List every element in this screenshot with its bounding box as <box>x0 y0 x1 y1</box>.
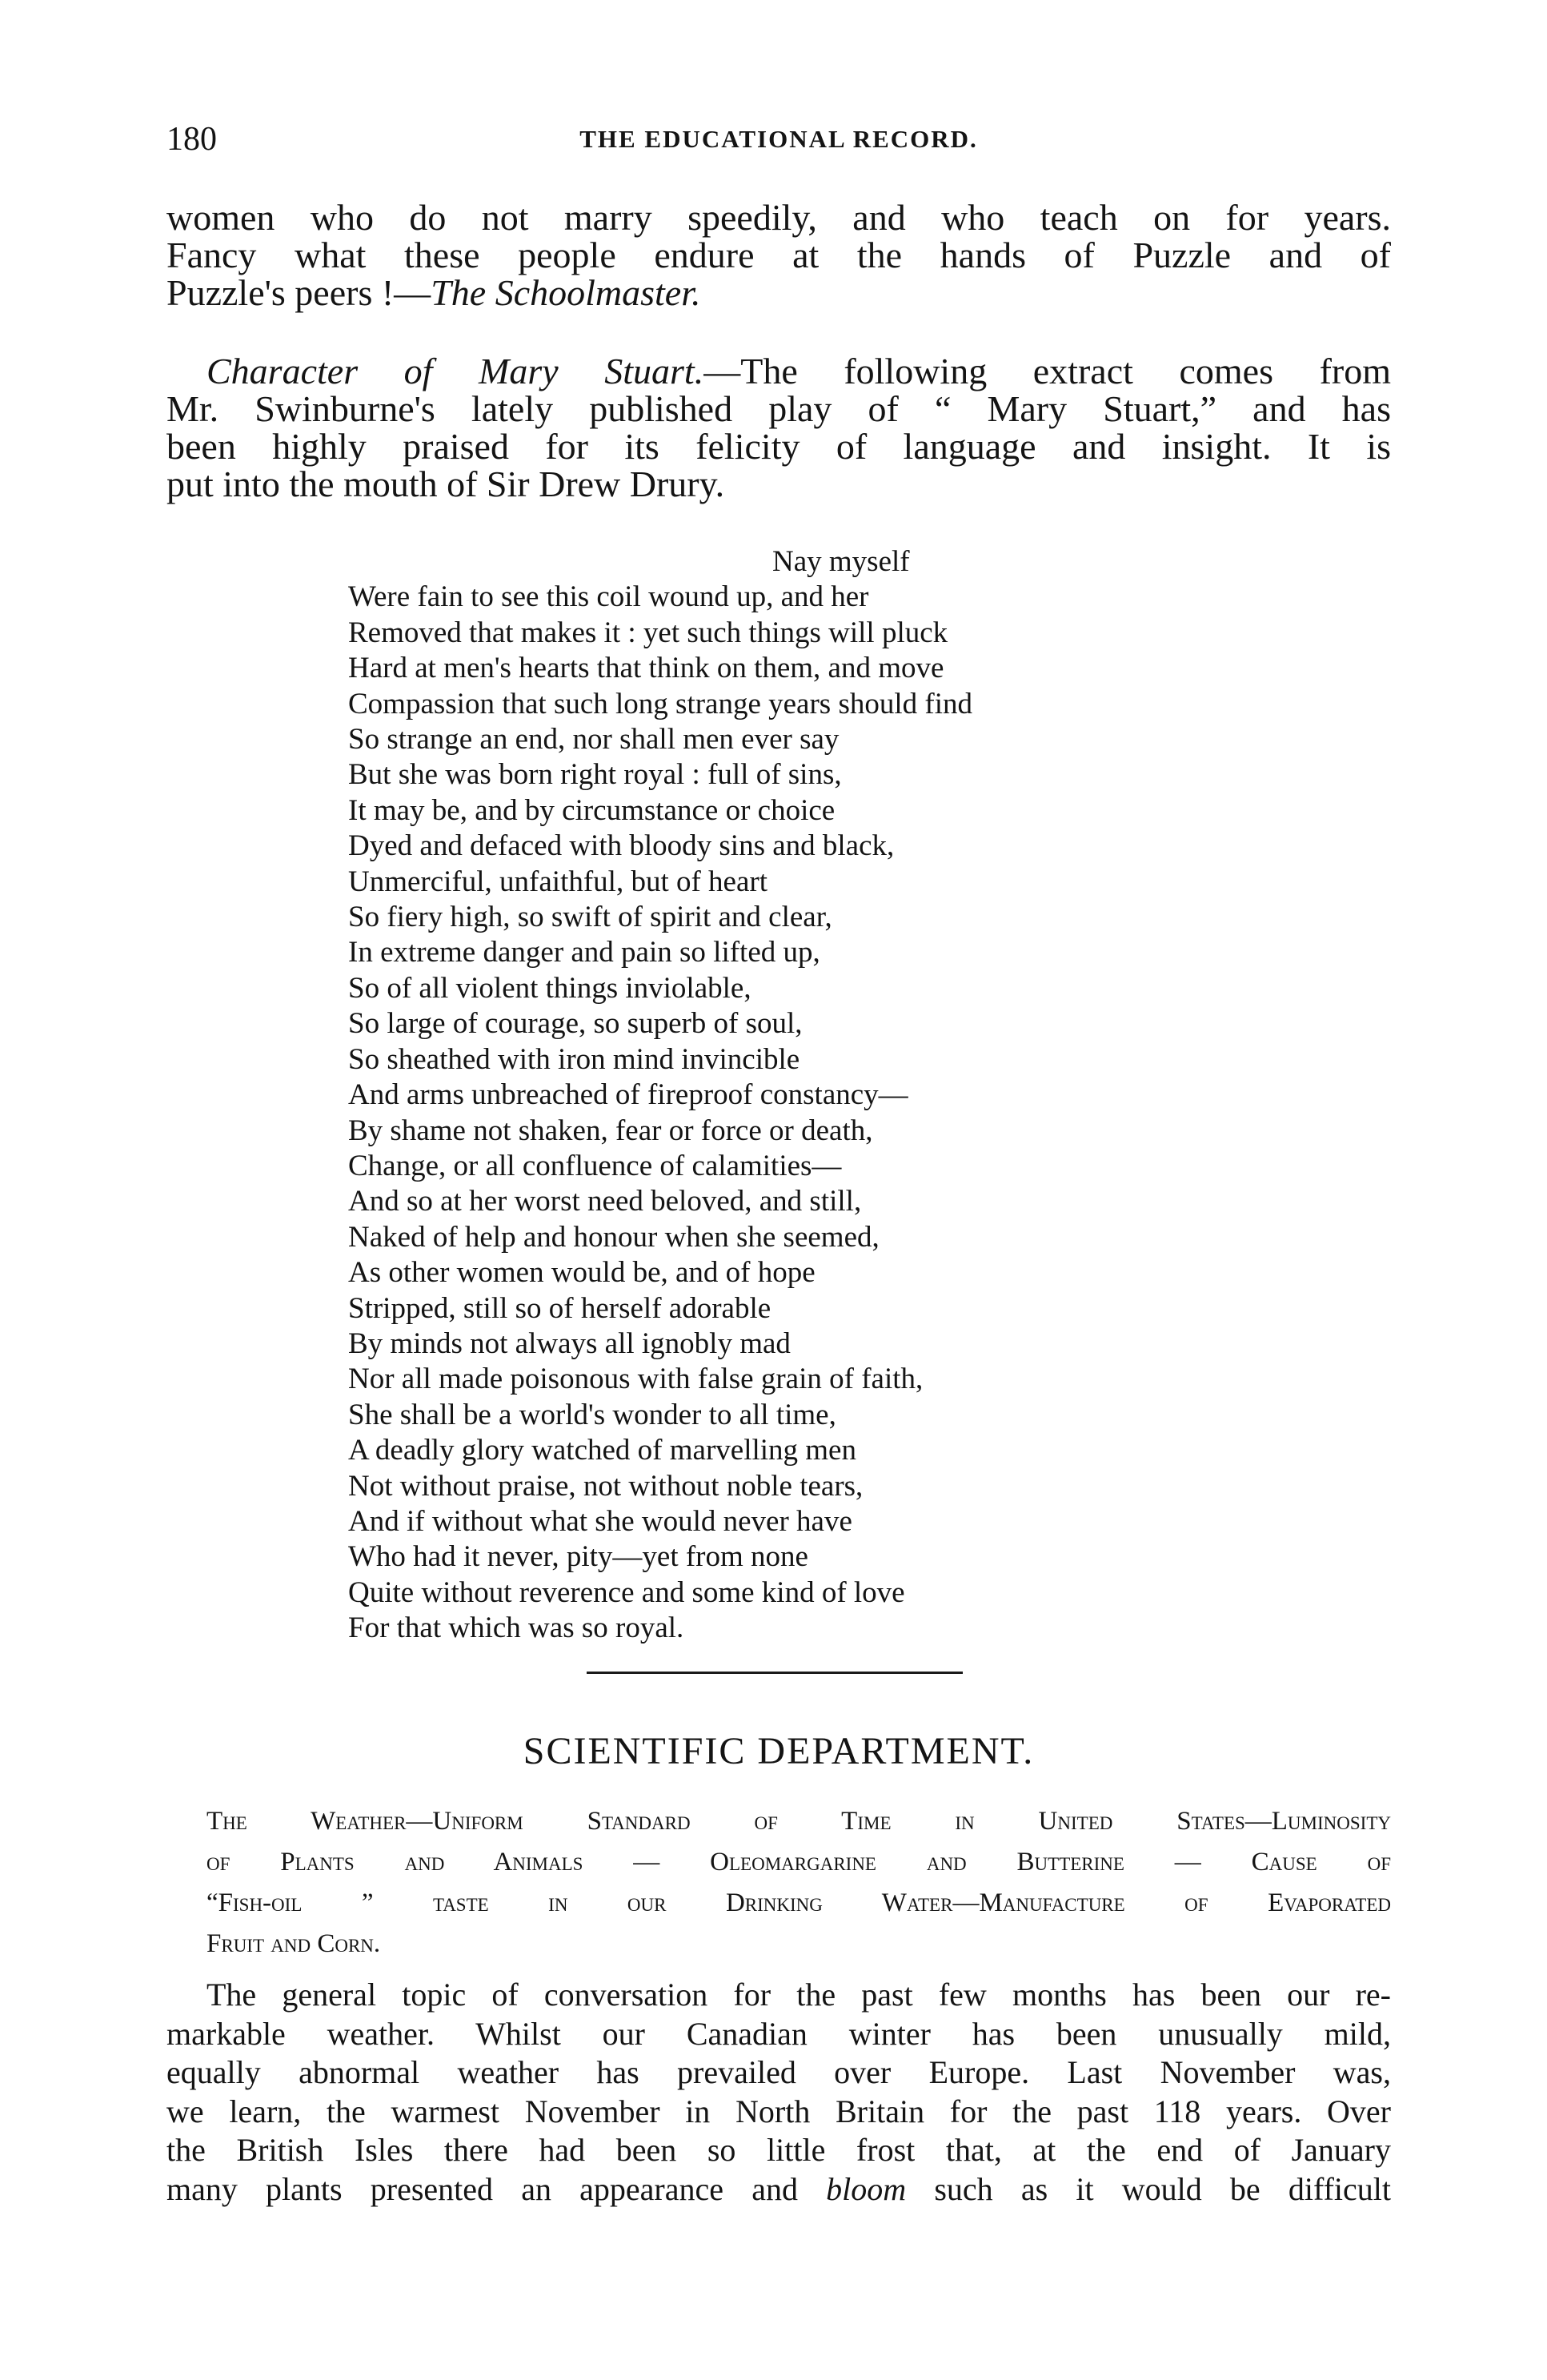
poem-line: Stripped, still so of herself adorable <box>348 1291 771 1325</box>
intro-last-line <box>166 274 1391 311</box>
article-paragraph <box>166 1976 1391 2209</box>
poem-line: Were fain to see this coil wound up, and her <box>348 580 869 614</box>
article-line: we learn, the warmest November in North Britain for the past 118 years. Over <box>166 2093 1391 2129</box>
intro-line-prefix: Puzzle's peers !— <box>166 272 431 313</box>
poem-line: Removed that makes it : yet such things will pluck <box>348 616 948 649</box>
mary-first-line-rest: —The following extract comes from <box>703 351 1391 391</box>
article-line: the British Isles there had been so little frost that, at the end of January <box>166 2132 1391 2168</box>
poem-line: So strange an end, nor shall men ever say <box>348 723 840 757</box>
poem-line: Not without praise, not without noble tears, <box>348 1469 864 1503</box>
running-title: THE EDUCATIONAL RECORD. <box>579 125 978 153</box>
source-citation: The Schoolmaster. <box>431 272 701 313</box>
article-line: markable weather. Whilst our Canadian winter has been unusually mild, <box>166 2015 1391 2052</box>
intro-line: Fancy what these people endure at the hands of Puzzle and of <box>166 235 1391 275</box>
poem-line: By shame not shaken, fear or force or death, <box>348 1114 873 1147</box>
article-italic-word: bloom <box>826 2170 907 2207</box>
poem-line: Compassion that such long strange years should find <box>348 687 972 720</box>
running-header <box>166 120 1391 168</box>
article-line-suffix: such as it would be difficult <box>906 2170 1391 2207</box>
summary-line: “Fish-oil ” taste in our Drinking Water—Manufacture of Evaporated <box>206 1888 1391 1917</box>
poem-line: Unmerciful, unfaithful, but of heart <box>348 865 767 898</box>
mary-line: Mr. Swinburne's lately published play of “ Mary Stuart,” and has <box>166 388 1391 429</box>
poem-line: Change, or all confluence of calamities— <box>348 1149 842 1182</box>
poem-lines <box>348 580 1268 1646</box>
poem-line: And so at her worst need beloved, and still, <box>348 1185 862 1218</box>
intro-paragraph <box>166 199 1391 311</box>
poem-line: Naked of help and honour when she seemed, <box>348 1220 880 1254</box>
poem-line: So large of courage, so superb of soul, <box>348 1007 803 1041</box>
article-line: equally abnormal weather has prevailed over Europe. Last November was, <box>166 2054 1391 2090</box>
mary-first-line <box>166 352 1391 390</box>
mary-line: put into the mouth of Sir Drew Drury. <box>166 464 725 504</box>
poem-line: It may be, and by circumstance or choice <box>348 793 836 827</box>
poem-line: A deadly glory watched of marvelling men <box>348 1434 856 1467</box>
article-line: The general topic of conversation for the past few months has been our re- <box>206 1977 1391 2013</box>
poem <box>348 544 1268 1647</box>
poem-line: So sheathed with iron mind invincible <box>348 1042 800 1076</box>
department-heading: SCIENTIFIC DEPARTMENT. <box>523 1730 1035 1772</box>
poem-line: So of all violent things inviolable, <box>348 971 751 1005</box>
summary-line: of Plants and Animals — Oleomargarine and Butterine — Cause of <box>206 1848 1391 1876</box>
poem-line: But she was born right royal : full of sins, <box>348 758 842 792</box>
poem-line: In extreme danger and pain so lifted up, <box>348 936 820 969</box>
poem-line: Nor all made poisonous with false grain of faith, <box>348 1363 924 1396</box>
poem-line: By minds not always all ignobly mad <box>348 1326 791 1360</box>
intro-line: women who do not marry speedily, and who teach on for years. <box>166 197 1391 238</box>
poem-line: Quite without reverence and some kind of love <box>348 1575 905 1609</box>
topic-summary <box>166 1801 1391 1965</box>
mary-line: been highly praised for its felicity of language and insight. It is <box>166 426 1391 467</box>
poem-line: And arms unbreached of fireproof constancy— <box>348 1078 908 1112</box>
poem-line: Hard at men's hearts that think on them, and move <box>348 652 944 685</box>
page-number: 180 <box>166 121 217 158</box>
poem-line: She shall be a world's wonder to all time, <box>348 1398 836 1431</box>
poem-line: For that which was so royal. <box>348 1611 684 1645</box>
poem-line: As other women would be, and of hope <box>348 1256 816 1290</box>
poem-line: And if without what she would never have <box>348 1504 852 1538</box>
poem-line: So fiery high, so swift of spirit and clear, <box>348 901 832 934</box>
article-last-line <box>166 2170 1391 2209</box>
poem-line: Dyed and defaced with bloody sins and black, <box>348 829 895 863</box>
summary-line: The Weather—Uniform Standard of Time in United States—Luminosity <box>206 1807 1391 1836</box>
poem-line: Who had it never, pity—yet from none <box>348 1540 808 1574</box>
section-divider <box>587 1672 963 1674</box>
poem-first-line: Nay myself <box>772 545 910 578</box>
article-line-prefix: many plants presented an appearance and <box>166 2170 827 2207</box>
summary-line: Fruit and Corn. <box>206 1929 381 1958</box>
section-heading: Character of Mary Stuart. <box>206 351 704 391</box>
mary-stuart-paragraph <box>166 352 1391 503</box>
